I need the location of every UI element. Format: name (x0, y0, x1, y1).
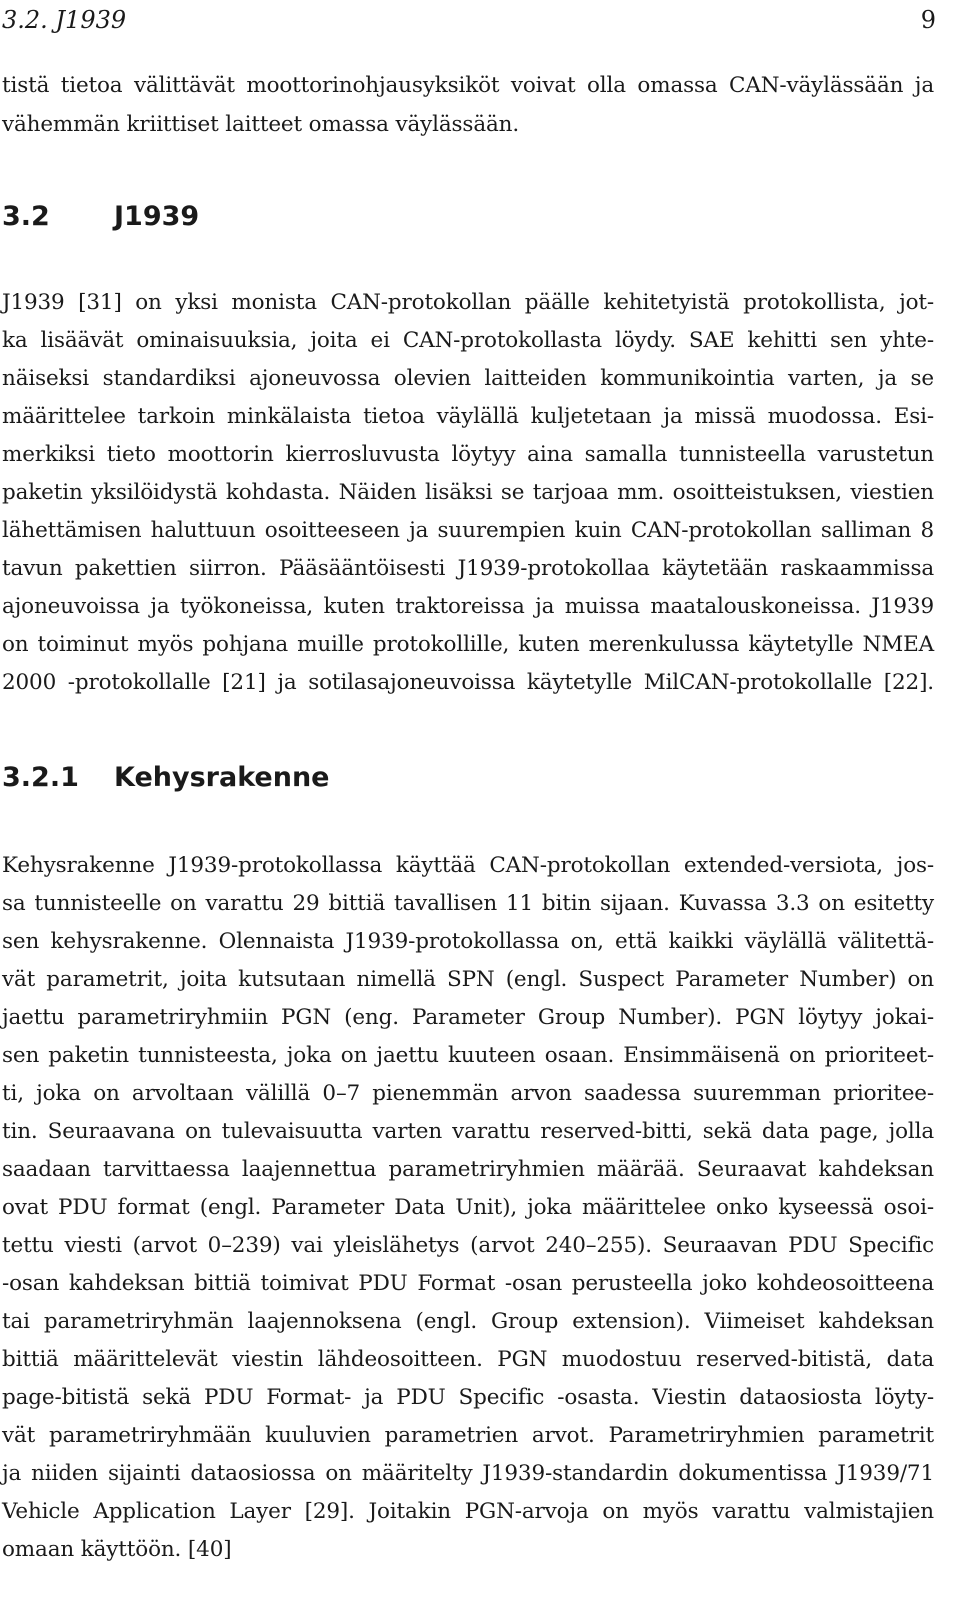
paragraph-line: vät parametriryhmään kuuluvien parametrien arvot. Parametriryhmien parametrit (2, 1423, 934, 1448)
section-title: J1939 (114, 201, 200, 232)
paragraph-line: saadaan tarvittaessa laajennettua parametriryhmien määrää. Seuraavat kahdeksan (2, 1157, 934, 1182)
page-number: 9 (920, 6, 936, 34)
paragraph-line: vähemmän kriittiset laitteet omassa väylässään. (2, 112, 520, 137)
paragraph-line: tin. Seuraavana on tulevaisuutta varten varattu reserved-bitti, sekä data page, jolla (2, 1119, 934, 1144)
paragraph-line: tavun pakettien siirron. Pääsääntöisesti J1939-protokollaa käytetään raskaammissa (2, 556, 934, 581)
paragraph-line: sen paketin tunnisteesta, joka on jaettu kuuteen osaan. Ensimmäisenä on prioriteet- (2, 1043, 934, 1068)
paragraph-line: sen kehysrakenne. Olennaista J1939-protokollassa on, että kaikki väylällä välitettä- (2, 929, 934, 954)
paragraph-line: ajoneuvoissa ja työkoneissa, kuten traktoreissa ja muissa maatalouskoneissa. J1939 (2, 594, 934, 619)
paragraph-line: sa tunnisteelle on varattu 29 bittiä tavallisen 11 bitin sijaan. Kuvassa 3.3 on esitetty (2, 891, 934, 916)
header-section-title: 3.2. J1939 (2, 6, 127, 34)
paragraph-line: tistä tietoa välittävät moottorinohjausyksiköt voivat olla omassa CAN-väylässään ja (2, 73, 934, 98)
paragraph-line: bittiä määrittelevät viestin lähdeosoitteen. PGN muodostuu reserved-bitistä, data (2, 1347, 934, 1372)
paragraph-line: näiseksi standardiksi ajoneuvossa olevien laitteiden kommunikointia varten, ja se (2, 366, 934, 391)
paragraph-line: Vehicle Application Layer [29]. Joitakin PGN-arvoja on myös varattu valmistajien (2, 1499, 934, 1524)
paragraph-line: page-bitistä sekä PDU Format- ja PDU Specific -osasta. Viestin dataosiosta löyty- (2, 1385, 934, 1410)
paragraph-line: paketin yksilöidystä kohdasta. Näiden lisäksi se tarjoaa mm. osoitteistuksen, viestien (2, 480, 934, 505)
paragraph-line: -osan kahdeksan bittiä toimivat PDU Format -osan perusteella joko kohdeosoitteena (2, 1271, 934, 1296)
section-heading-3-2 (2, 197, 199, 237)
paragraph-line: jaettu parametriryhmiin PGN (eng. Parameter Group Number). PGN löytyy jokai- (2, 1005, 934, 1030)
paragraph-line: vät parametrit, joita kutsutaan nimellä SPN (engl. Suspect Parameter Number) on (2, 967, 934, 992)
paragraph-line: tettu viesti (arvot 0–239) vai yleislähetys (arvot 240–255). Seuraavan PDU Specific (2, 1233, 934, 1258)
section-heading-3-2-1 (2, 758, 330, 798)
paragraph-line: määrittelee tarkoin minkälaista tietoa väylällä kuljetetaan ja missä muodossa. Esi- (2, 404, 934, 429)
paragraph-line: on toiminut myös pohjana muille protokollille, kuten merenkulussa käytetylle NMEA (2, 632, 934, 657)
paragraph-line: merkiksi tieto moottorin kierrosluvusta löytyy aina samalla tunnisteella varustetun (2, 442, 934, 467)
paragraph-line: lähettämisen haluttuun osoitteeseen ja suurempien kuin CAN-protokollan salliman 8 (2, 518, 934, 543)
section-number: 3.2.1 (2, 762, 79, 793)
running-header (2, 2, 936, 38)
paragraph-line: tai parametriryhmän laajennoksena (engl. Group extension). Viimeiset kahdeksan (2, 1309, 934, 1334)
paragraph-line: ovat PDU format (engl. Parameter Data Unit), joka määrittelee onko kyseessä osoi- (2, 1195, 934, 1220)
paragraph-line: ti, joka on arvoltaan välillä 0–7 pienemmän arvon saadessa suuremman prioritee- (2, 1081, 934, 1106)
paragraph-line: ka lisäävät ominaisuuksia, joita ei CAN-protokollasta löydy. SAE kehitti sen yhte- (2, 328, 934, 353)
paragraph-line: ja niiden sijainti dataosiossa on määritelty J1939-standardin dokumentissa J1939/71 (2, 1461, 934, 1486)
paragraph-line: omaan käyttöön. [40] (2, 1537, 232, 1562)
paragraph-line: J1939 [31] on yksi monista CAN-protokollan päälle kehitetyistä protokollista, jot- (2, 290, 934, 315)
paragraph-line: 2000 -protokollalle [21] ja sotilasajoneuvoissa käytetylle MilCAN-protokollalle [22]. (2, 670, 934, 695)
paragraph-line: Kehysrakenne J1939-protokollassa käyttää CAN-protokollan extended-versiota, jos- (2, 853, 934, 878)
section-number: 3.2 (2, 201, 50, 232)
section-title: Kehysrakenne (114, 762, 330, 793)
